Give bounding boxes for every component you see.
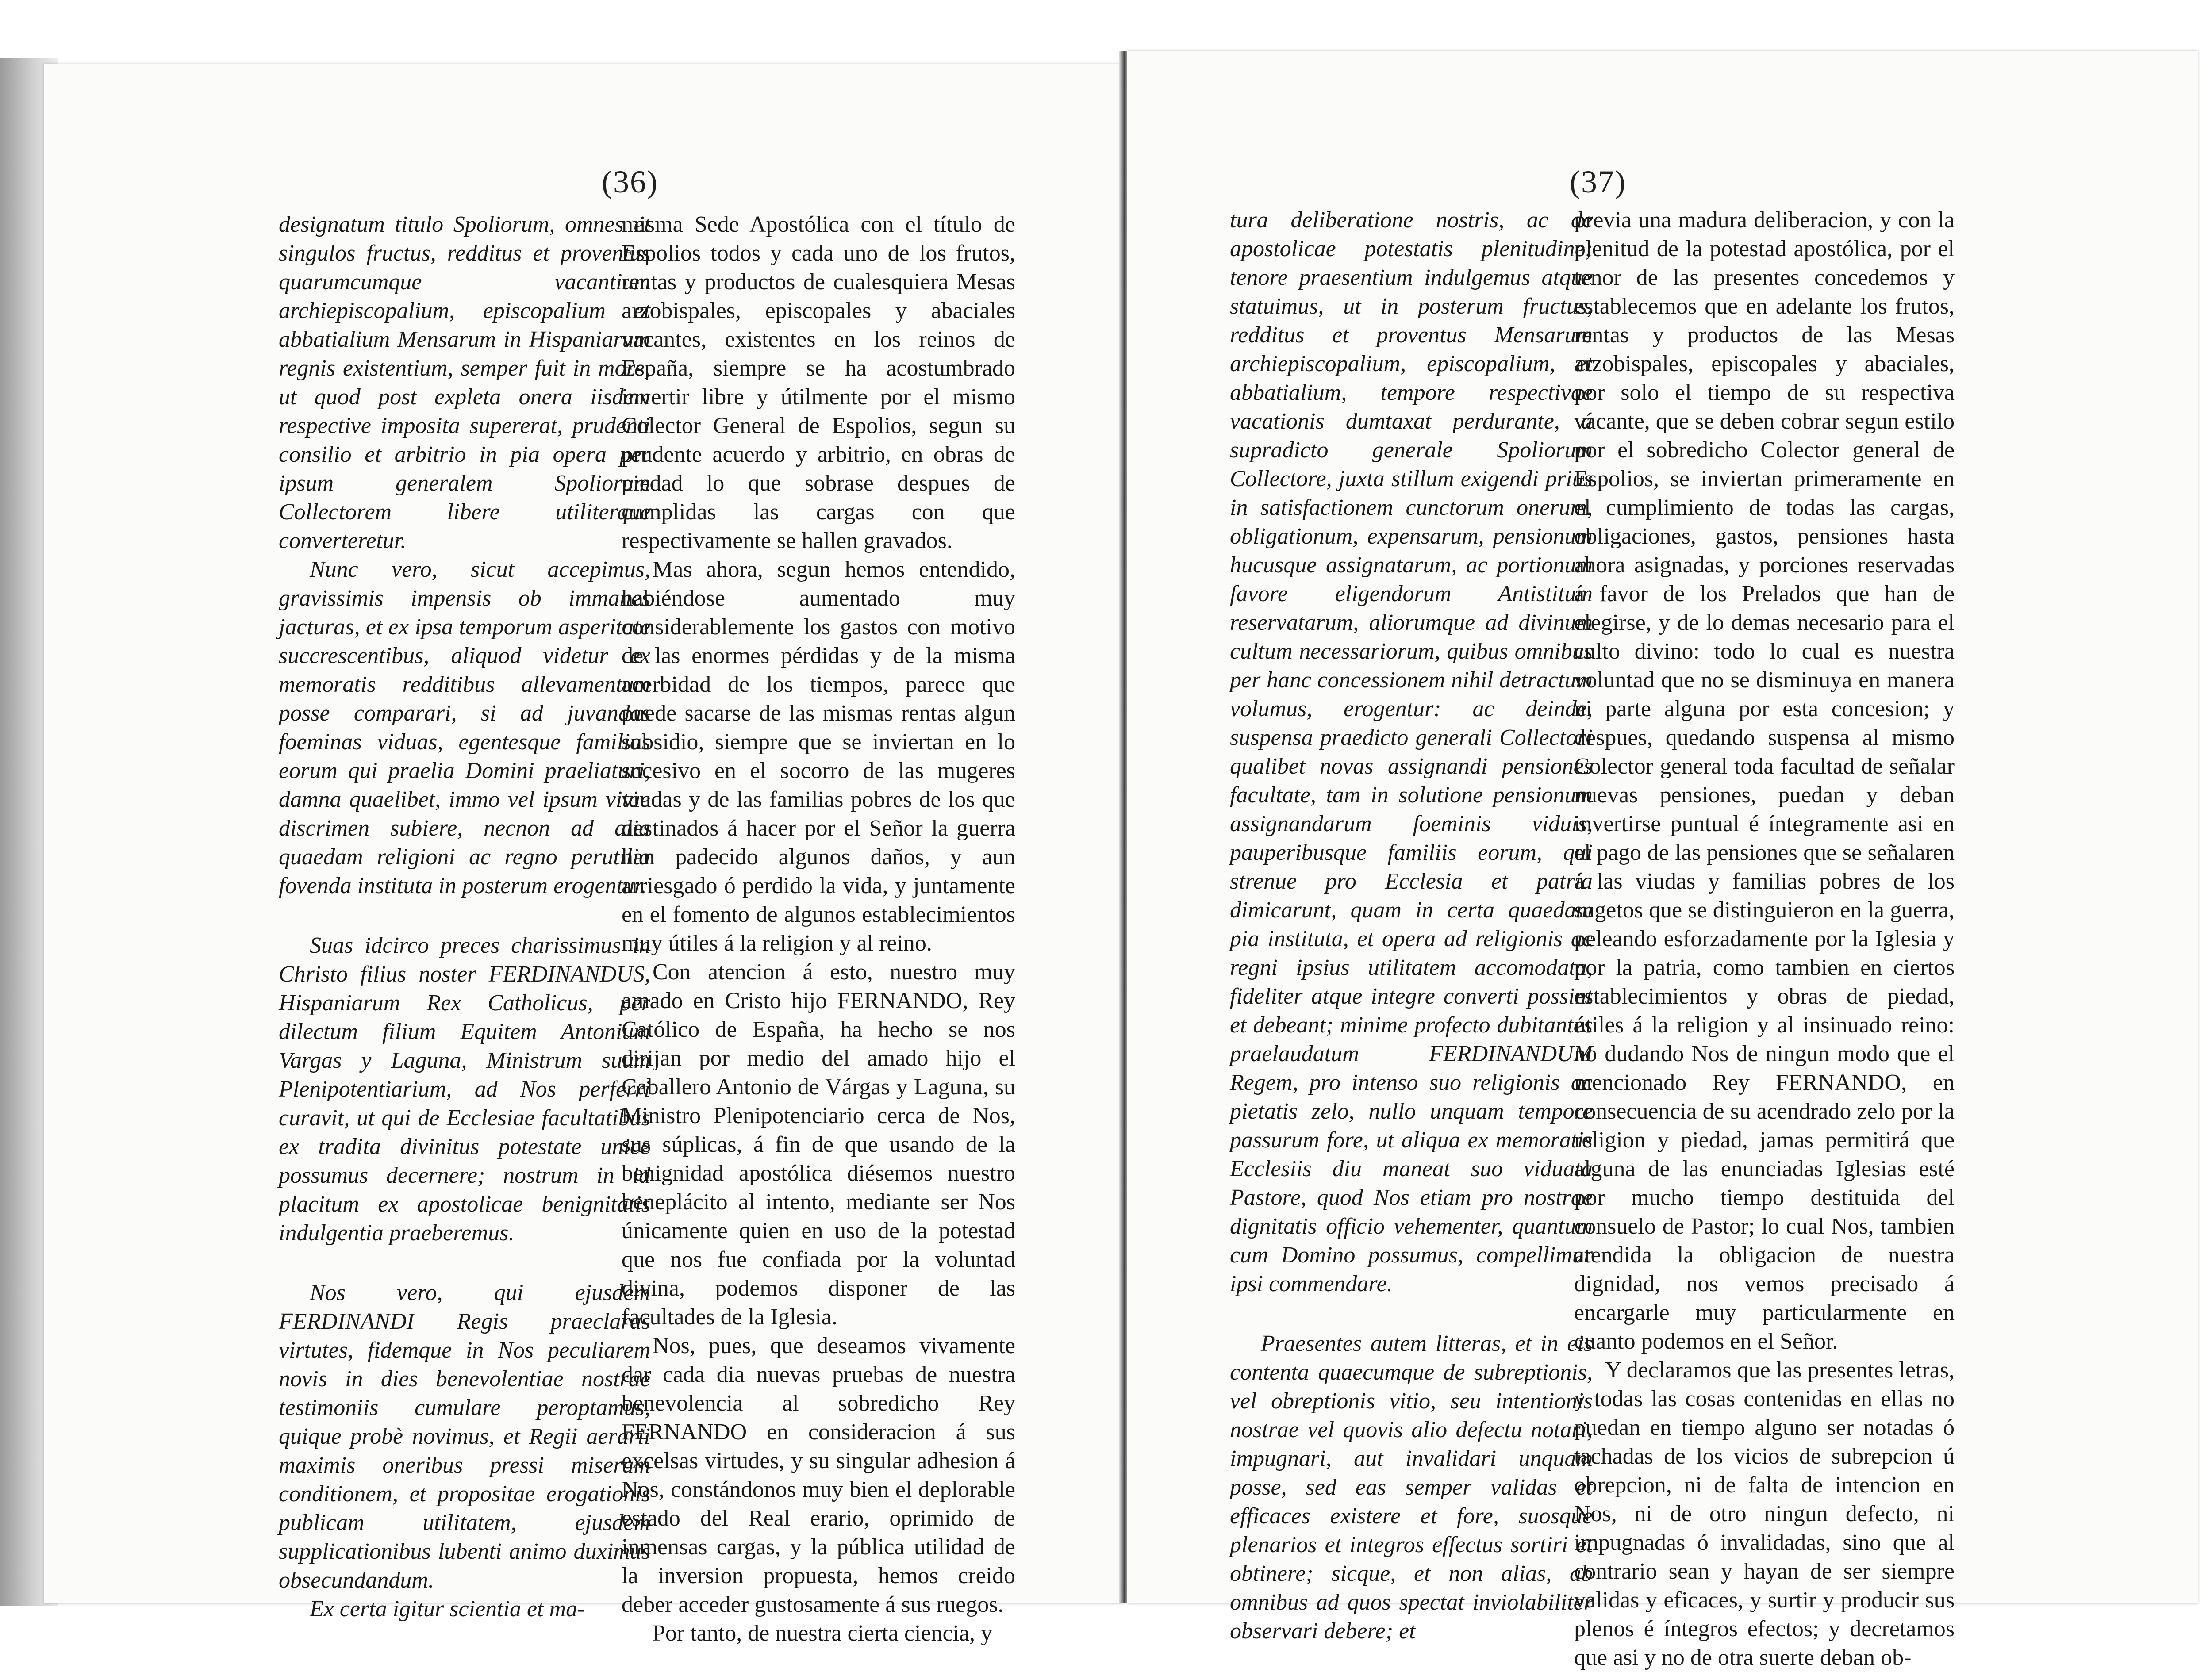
spanish-paragraph: previa una madura deliberacion, y con la plenitud de la potestad apostólica, por el tenor de las presentes concedemos y establecemos que en adelante los frutos, rentas y productos de las Mesas arzobispales, episcopales y abaciales, por solo el tiempo de su respectiva vacante, que se deben cobrar segun estilo por el sobredicho Colector general de Espolios, se inviertan primeramente en el cumplimiento de todas las cargas, obligaciones, gastos, pensiones hasta ahora asignadas, y porciones reservadas á favor de los Prelados que han de elegirse, y de lo demas necesario para el culto divino: todo lo cual es nuestra voluntad que no se disminuya en manera ni parte alguna por esta concesion; y despues, quedando suspensa al mismo Colector general toda facultad de señalar nuevas pensiones, puedan y deban invertirse puntual é íntegramente asi en el pago de las pensiones que se señalaren á las viudas y familias pobres de los sugetos que se distinguieron en la guerra, peleando esforzadamente por la Iglesia y por la patria, como tambien en ciertos establecimientos y obras de piedad, útiles á la religion y al insinuado reino: no dudando Nos de ningun modo que el mencionado Rey FERNANDO, en consecuencia de su acendrado zelo por la religion y piedad, jamas permitirá que alguna de las enunciadas Iglesias esté por mucho tiempo destituida del consuelo de Pastor; lo cual Nos, tambien atendida la obligacion de nuestra dignidad, nos vemos precisado á encargarle muy particularmente en cuanto podemos en el Señor. xyxy=(1574,207,1955,1354)
left-page-latin-column xyxy=(279,210,650,1623)
left-page xyxy=(44,64,1124,1646)
spanish-paragraph: Y declaramos que las presentes letras, y todas las cosas contenidas en ellas no puedan en tiempo alguno ser notadas ó tachadas de los vicios de subrepcion ú obrepcion, ni de falta de intencion en Nos, ni de otro ningun defecto, ni impugnadas ó invalidadas, sino que al contrario sean y hayan de ser siempre validas y eficaces, y surtir y producir sus plenos é íntegros efectos; y decretamos que asi y no de otra suerte deban ob- xyxy=(1574,1358,1955,1670)
left-page-spanish-column xyxy=(622,210,1015,1648)
latin-paragraph: tura deliberatione nostris, ac de apostolicae potestatis plenitudine; tenore praesentium indulgemus atque statuimus, ut in posterum fructus, redditus et proventus Mensarum archiepiscopalium, episcopalium, et abbatialium, tempore respectivae vacationis dumtaxat perdurante, á supradicto generale Spoliorum Collectore, juxta stillum exigendi prius in satisfactionem cunctorum onerum, obligationum, expensarum, pensionum hucusque assignatarum, ac portionum favore eligendorum Antistitum reservatarum, aliorumque ad divinum cultum necessariorum, quibus omnibus per hanc concessionem nihil detractum volumus, erogentur: ac deinde, suspensa praedicto generali Collectori qualibet novas assignandi pensiones facultate, tam in solutione pensionum assignandarum foeminis viduis, pauperibusque familiis eorum, qui strenue pro Ecclesia et patria dimicarunt, quam in certa quaedam pia instituta, et opera ad religionis ac regni ipsius utilitatem accomodata, fideliter atque integre converti possint et debeant; minime profecto dubitantes praelaudatum FERDINANDUM Regem, pro intenso suo religionis ac pietatis zelo, nullo unquam tempore passurum fore, ut aliqua ex memoratis Ecclesiis diu maneat suo viduata Pastore, quod Nos etiam pro nostrae dignitatis officio vehementer, quantum cum Domino possumus, compellimur ipsi commendare. xyxy=(1230,207,1593,1296)
right-page-latin-column xyxy=(1230,206,1593,1645)
right-page-spanish-column xyxy=(1574,206,1955,1672)
spanish-paragraph: Con atencion á esto, nuestro muy amado en Cristo hijo FERNANDO, Rey Católico de España, ha hecho se nos dirijan por medio del amado hijo el Caballero Antonio de Várgas y Laguna, su Ministro Plenipotenciario cerca de Nos, sus súplicas, á fin de que usando de la benignidad apostólica diésemos nuestro beneplácito al intento, mediante ser Nos únicamente quien en uso de la potestad que nos fue confiada por la voluntad divina, podemos disponer de las facultades de la Iglesia. xyxy=(622,959,1015,1330)
latin-paragraph: Ex certa igitur scientia et ma- xyxy=(310,1596,585,1622)
latin-paragraph: Nunc vero, sicut accepimus, gravissimis impensis ob immanes jacturas, et ex ipsa temporum asperitate succrescentibus, aliquod videtur ex memoratis redditibus allevamentum posse comparari, si ad juvandas foeminas viduas, egentesque familias eorum qui praelia Domini praeliaturi, damna quaelibet, immo vel ipsum vitae discrimen subiere, necnon ad alia quaedam religioni ac regno perutilia fovenda instituta in posterum erogentur. xyxy=(279,557,650,898)
latin-paragraph: Nos vero, qui ejusdem FERDINANDI Regis praeclaras virtutes, fidemque in Nos peculiarem novis in dies benevolentiae nostrae testimoniis cumulare peroptamus, quique probè novimus, et Regii aerarii maximis oneribus pressi miseram conditionem, et propositae erogationis publicam utilitatem, ejusdem supplicationibus lubenti animo duximus obsecundandum. xyxy=(279,1280,650,1593)
spanish-paragraph: Por tanto, de nuestra cierta ciencia, y xyxy=(653,1621,993,1646)
right-page xyxy=(1127,51,2198,1670)
spanish-paragraph: Mas ahora, segun hemos entendido, habiéndose aumentado muy considerablemente los gastos con motivo de las enormes pérdidas y de la misma acerbidad de los tiempos, parece que puede sacarse de las mismas rentas algun subsidio, siempre que se inviertan en lo sucesivo en el socorro de las mugeres viudas y de las familias pobres de los que destinados á hacer por el Señor la guerra han padecido algunos daños, y aun arriesgado ó perdido la vida, y juntamente en el fomento de algunos establecimientos muy útiles á la religion y al reino. xyxy=(622,557,1015,956)
page-number-left: (36) xyxy=(602,164,658,199)
book-gutter xyxy=(1119,51,1128,1603)
spanish-paragraph: misma Sede Apostólica con el título de Espolios todos y cada uno de los frutos, rentas y productos de cualesquiera Mesas arzobispales, episcopales y abaciales vacantes, existentes en los reinos de España, siempre se ha acostumbrado invertir libre y útilmente por el mismo Colector General de Espolios, segun su prudente acuerdo y arbitrio, en obras de piedad lo que sobrase despues de cumplidas las cargas con que respectivamente se hallen gravados. xyxy=(622,212,1015,553)
spanish-paragraph: Nos, pues, que deseamos vivamente dar cada dia nuevas pruebas de nuestra benevolencia al sobredicho Rey FERNANDO en consideracion á sus excelsas virtudes, y su singular adhesion á Nos, constándonos muy bien el deplorable estado del Real erario, oprimido de inmensas cargas, y la pública utilidad de la inversion propuesta, hemos creido deber acceder gustosamente á sus ruegos. xyxy=(622,1333,1015,1617)
latin-paragraph: Suas idcirco preces charissimus in Christo filius noster FERDINANDUS, Hispaniarum Rex Catholicus, per dilectum filium Equitem Antonium Vargas y Laguna, Ministrum suum Plenipotentiarium, ad Nos perferri curavit, ut qui de Ecclesiae facultatibus ex tradita divinitus potestate unice possumus decernere; nostrum in id placitum ex apostolicae benignitatis indulgentia praeberemus. xyxy=(279,933,650,1246)
latin-paragraph: designatum titulo Spoliorum, omnes et singulos fructus, redditus et proventus quarumcumque vacantium archiepiscopalium, episcopalium et abbatialium Mensarum in Hispaniarum regnis existentium, semper fuit in more, ut quod post expleta onera iisdem respective imposita supererat, prudenti consilio et arbitrio in pia opera per ipsum generalem Spoliorum Collectorem libere utiliterque converteretur. xyxy=(279,212,650,553)
page-number-right: (37) xyxy=(1570,164,1626,199)
latin-paragraph: Praesentes autem litteras, et in eis contenta quaecumque de subreptionis, vel obreptionis vitio, seu intentionis nostrae vel quovis alio defectu notari, impugnari, aut invalidari unquam posse, sed eas semper validas et efficaces existere et fore, suosque plenarios et integros effectus sortiri et obtinere; sicque, et non alias, ab omnibus ad quos spectat inviolabiliter observari debere; et xyxy=(1230,1331,1593,1644)
